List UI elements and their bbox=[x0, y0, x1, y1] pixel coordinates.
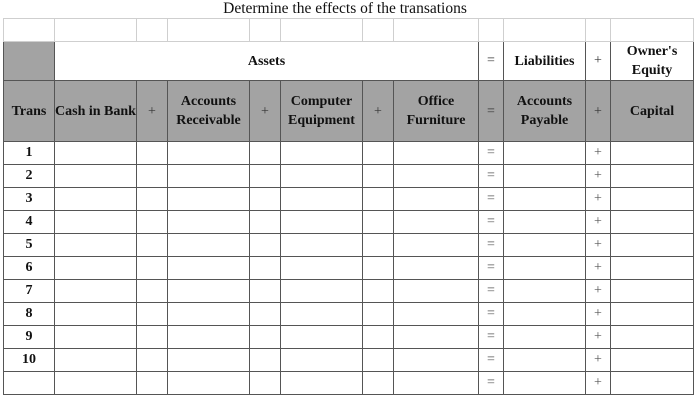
cell[interactable] bbox=[363, 303, 394, 326]
cell[interactable] bbox=[586, 19, 611, 42]
cell[interactable] bbox=[137, 188, 168, 211]
office-furniture-cell[interactable] bbox=[394, 280, 479, 303]
accounts-payable-cell[interactable] bbox=[504, 257, 586, 280]
equals-sign: = bbox=[479, 303, 504, 326]
cell[interactable] bbox=[137, 19, 168, 42]
capital-cell[interactable] bbox=[611, 142, 694, 165]
cash-in-bank-cell[interactable] bbox=[55, 303, 137, 326]
plus-sign: + bbox=[137, 81, 168, 142]
cell[interactable] bbox=[363, 326, 394, 349]
office-furniture-cell[interactable] bbox=[394, 257, 479, 280]
table-row bbox=[4, 165, 694, 188]
table-row bbox=[4, 188, 694, 211]
cell[interactable] bbox=[250, 280, 281, 303]
computer-equipment-cell[interactable] bbox=[281, 280, 363, 303]
computer-equipment-cell[interactable] bbox=[281, 142, 363, 165]
cell[interactable] bbox=[250, 188, 281, 211]
column-header-row bbox=[4, 81, 694, 142]
cell[interactable] bbox=[281, 19, 363, 42]
cell[interactable] bbox=[250, 303, 281, 326]
accounts-receivable-cell[interactable] bbox=[168, 165, 250, 188]
cell[interactable] bbox=[363, 19, 394, 42]
plus-sign: + bbox=[363, 81, 394, 142]
accounts-payable-cell[interactable] bbox=[504, 280, 586, 303]
plus-sign: + bbox=[586, 142, 611, 165]
liabilities-header: Liabilities bbox=[504, 42, 586, 81]
cash-in-bank-cell[interactable] bbox=[55, 234, 137, 257]
accounts-payable-cell[interactable] bbox=[504, 372, 586, 395]
accounts-receivable-cell[interactable] bbox=[168, 372, 250, 395]
equals-sign: = bbox=[479, 165, 504, 188]
equals-sign: = bbox=[479, 81, 504, 142]
office-furniture-cell[interactable] bbox=[394, 211, 479, 234]
capital-cell[interactable] bbox=[611, 234, 694, 257]
equals-sign: = bbox=[479, 142, 504, 165]
table-row bbox=[4, 349, 694, 372]
accounts-receivable-cell[interactable] bbox=[168, 303, 250, 326]
cash-in-bank-cell[interactable] bbox=[55, 165, 137, 188]
cell[interactable] bbox=[4, 19, 55, 42]
trans-number: 4 bbox=[4, 211, 55, 234]
accounts-payable-cell[interactable] bbox=[504, 349, 586, 372]
computer-equipment-header: Computer Equipment bbox=[281, 81, 363, 142]
equals-sign: = bbox=[479, 280, 504, 303]
equals-sign: = bbox=[479, 372, 504, 395]
cell[interactable] bbox=[55, 19, 137, 42]
trans-number: 6 bbox=[4, 257, 55, 280]
accounts-payable-cell[interactable] bbox=[504, 234, 586, 257]
accounting-equation-table bbox=[3, 18, 694, 395]
group-header-corner bbox=[4, 42, 55, 81]
cell[interactable] bbox=[250, 19, 281, 42]
capital-cell[interactable] bbox=[611, 280, 694, 303]
cell[interactable] bbox=[504, 19, 586, 42]
accounts-receivable-cell[interactable] bbox=[168, 257, 250, 280]
cell[interactable] bbox=[363, 372, 394, 395]
table-row bbox=[4, 211, 694, 234]
equals-sign: = bbox=[479, 211, 504, 234]
cell[interactable] bbox=[363, 349, 394, 372]
cell[interactable] bbox=[394, 19, 479, 42]
computer-equipment-cell[interactable] bbox=[281, 349, 363, 372]
cell[interactable] bbox=[250, 372, 281, 395]
computer-equipment-cell[interactable] bbox=[281, 211, 363, 234]
accounts-payable-cell[interactable] bbox=[504, 326, 586, 349]
plus-sign: + bbox=[586, 303, 611, 326]
accounts-receivable-cell[interactable] bbox=[168, 326, 250, 349]
cell[interactable] bbox=[137, 326, 168, 349]
capital-cell[interactable] bbox=[611, 372, 694, 395]
cell[interactable] bbox=[363, 280, 394, 303]
office-furniture-cell[interactable] bbox=[394, 142, 479, 165]
accounts-payable-cell[interactable] bbox=[504, 303, 586, 326]
cash-in-bank-cell[interactable] bbox=[55, 142, 137, 165]
trans-number: 3 bbox=[4, 188, 55, 211]
computer-equipment-cell[interactable] bbox=[281, 303, 363, 326]
trans-number: 7 bbox=[4, 280, 55, 303]
cash-in-bank-cell[interactable] bbox=[55, 280, 137, 303]
capital-cell[interactable] bbox=[611, 349, 694, 372]
accounts-payable-header: Accounts Payable bbox=[504, 81, 586, 142]
cash-in-bank-cell[interactable] bbox=[55, 372, 137, 395]
office-furniture-cell[interactable] bbox=[394, 349, 479, 372]
plus-sign: + bbox=[586, 326, 611, 349]
computer-equipment-cell[interactable] bbox=[281, 372, 363, 395]
cell[interactable] bbox=[250, 142, 281, 165]
table-row bbox=[4, 372, 694, 395]
computer-equipment-cell[interactable] bbox=[281, 234, 363, 257]
trans-number: 8 bbox=[4, 303, 55, 326]
spacer-row bbox=[4, 19, 694, 42]
owners-equity-header: Owner's Equity bbox=[611, 42, 694, 81]
cash-in-bank-header: Cash in Bank bbox=[55, 81, 137, 142]
plus-sign: + bbox=[586, 165, 611, 188]
plus-sign: + bbox=[586, 188, 611, 211]
cell[interactable] bbox=[363, 165, 394, 188]
equals-sign: = bbox=[479, 42, 504, 81]
cell[interactable] bbox=[363, 142, 394, 165]
plus-sign: + bbox=[586, 81, 611, 142]
plus-sign: + bbox=[586, 234, 611, 257]
table-row bbox=[4, 142, 694, 165]
computer-equipment-cell[interactable] bbox=[281, 257, 363, 280]
trans-number: 10 bbox=[4, 349, 55, 372]
cell[interactable] bbox=[611, 19, 694, 42]
capital-cell[interactable] bbox=[611, 326, 694, 349]
cell[interactable] bbox=[250, 326, 281, 349]
cell[interactable] bbox=[363, 257, 394, 280]
office-furniture-cell[interactable] bbox=[394, 372, 479, 395]
plus-sign: + bbox=[586, 349, 611, 372]
accounts-receivable-cell[interactable] bbox=[168, 280, 250, 303]
equals-sign: = bbox=[479, 234, 504, 257]
trans-number: 1 bbox=[4, 142, 55, 165]
cell[interactable] bbox=[137, 234, 168, 257]
plus-sign: + bbox=[586, 211, 611, 234]
equals-sign: = bbox=[479, 257, 504, 280]
cell[interactable] bbox=[250, 165, 281, 188]
cell[interactable] bbox=[137, 142, 168, 165]
accounts-receivable-cell[interactable] bbox=[168, 142, 250, 165]
office-furniture-cell[interactable] bbox=[394, 326, 479, 349]
plus-sign: + bbox=[586, 257, 611, 280]
office-furniture-cell[interactable] bbox=[394, 303, 479, 326]
cash-in-bank-cell[interactable] bbox=[55, 257, 137, 280]
plus-sign: + bbox=[586, 372, 611, 395]
capital-cell[interactable] bbox=[611, 257, 694, 280]
trans-number: 5 bbox=[4, 234, 55, 257]
cell[interactable] bbox=[137, 211, 168, 234]
cell[interactable] bbox=[137, 349, 168, 372]
table-row bbox=[4, 280, 694, 303]
accounts-receivable-cell[interactable] bbox=[168, 211, 250, 234]
assets-header: Assets bbox=[55, 42, 479, 81]
trans-number: 2 bbox=[4, 165, 55, 188]
accounts-receivable-cell[interactable] bbox=[168, 234, 250, 257]
trans-header: Trans bbox=[4, 81, 55, 142]
capital-header: Capital bbox=[611, 81, 694, 142]
office-furniture-cell[interactable] bbox=[394, 234, 479, 257]
cell[interactable] bbox=[479, 19, 504, 42]
table-row bbox=[4, 234, 694, 257]
accounts-payable-cell[interactable] bbox=[504, 211, 586, 234]
equals-sign: = bbox=[479, 326, 504, 349]
cell[interactable] bbox=[137, 257, 168, 280]
accounts-receivable-header: Accounts Receivable bbox=[168, 81, 250, 142]
accounts-payable-cell[interactable] bbox=[504, 142, 586, 165]
accounts-receivable-cell[interactable] bbox=[168, 188, 250, 211]
computer-equipment-cell[interactable] bbox=[281, 165, 363, 188]
cell[interactable] bbox=[137, 303, 168, 326]
cash-in-bank-cell[interactable] bbox=[55, 326, 137, 349]
trans-number bbox=[4, 372, 55, 395]
cell[interactable] bbox=[363, 234, 394, 257]
cash-in-bank-cell[interactable] bbox=[55, 349, 137, 372]
office-furniture-header: Office Furniture bbox=[394, 81, 479, 142]
cell[interactable] bbox=[250, 234, 281, 257]
cell[interactable] bbox=[250, 349, 281, 372]
cell[interactable] bbox=[137, 280, 168, 303]
equals-sign: = bbox=[479, 349, 504, 372]
plus-sign: + bbox=[250, 81, 281, 142]
computer-equipment-cell[interactable] bbox=[281, 326, 363, 349]
accounts-payable-cell[interactable] bbox=[504, 165, 586, 188]
cell[interactable] bbox=[168, 19, 250, 42]
cell[interactable] bbox=[363, 211, 394, 234]
plus-sign: + bbox=[586, 280, 611, 303]
accounts-receivable-cell[interactable] bbox=[168, 349, 250, 372]
cell[interactable] bbox=[250, 257, 281, 280]
table-row bbox=[4, 303, 694, 326]
cash-in-bank-cell[interactable] bbox=[55, 188, 137, 211]
capital-cell[interactable] bbox=[611, 188, 694, 211]
cash-in-bank-cell[interactable] bbox=[55, 211, 137, 234]
table-row bbox=[4, 326, 694, 349]
worksheet-title: Determine the effects of the transations bbox=[223, 0, 467, 17]
trans-number: 9 bbox=[4, 326, 55, 349]
cell[interactable] bbox=[250, 211, 281, 234]
office-furniture-cell[interactable] bbox=[394, 188, 479, 211]
capital-cell[interactable] bbox=[611, 303, 694, 326]
cell[interactable] bbox=[363, 188, 394, 211]
group-header-row bbox=[4, 42, 694, 81]
table-row bbox=[4, 257, 694, 280]
cell[interactable] bbox=[137, 165, 168, 188]
capital-cell[interactable] bbox=[611, 211, 694, 234]
equals-sign: = bbox=[479, 188, 504, 211]
computer-equipment-cell[interactable] bbox=[281, 188, 363, 211]
office-furniture-cell[interactable] bbox=[394, 165, 479, 188]
capital-cell[interactable] bbox=[611, 165, 694, 188]
plus-sign: + bbox=[586, 42, 611, 81]
cell[interactable] bbox=[137, 372, 168, 395]
accounts-payable-cell[interactable] bbox=[504, 188, 586, 211]
